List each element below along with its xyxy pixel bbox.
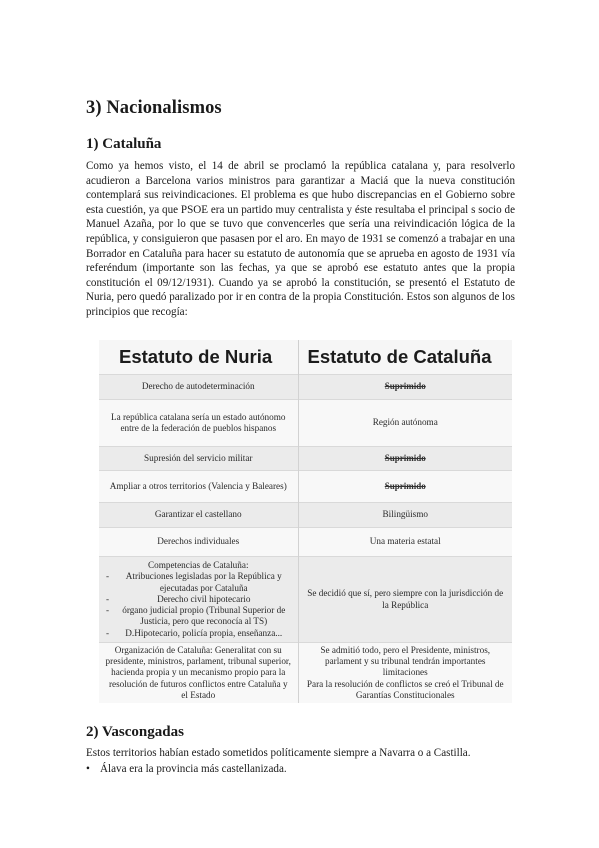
table-cell: Supresión del servicio militar	[99, 447, 298, 471]
table-row	[99, 375, 512, 400]
subsection-title-vascongadas: 2) Vascongadas	[86, 724, 184, 740]
header-estatuto-nuria: Estatuto de Nuria	[99, 340, 298, 375]
table-header-row	[99, 340, 512, 375]
list-item: - Atribuciones legisladas por la República y ejecutadas por Cataluña	[105, 571, 292, 593]
cell-line: Se admitió todo, pero el Presidente, ministros, parlament y su tribunal tendrán importantes limitaciones	[320, 645, 491, 678]
bullet-item	[86, 762, 287, 777]
table-cell: Una materia estatal	[298, 528, 512, 557]
table-row	[99, 643, 512, 704]
paragraph-vascongadas: Estos territorios habían estado sometidos políticamente siempre a Navarra o a Castilla.	[86, 747, 471, 759]
cell-line: Para la resolución de conflictos se creó el Tribunal de Garantías Constitucionales	[306, 678, 504, 700]
table-row	[99, 447, 512, 471]
table-row	[99, 503, 512, 528]
table-cell: Se decidió que sí, pero siempre con la jurisdicción de la República	[298, 557, 512, 643]
table-cell: La república catalana sería un estado autónomo entre de la federación de pueblos hispanos	[99, 400, 298, 447]
table-cell: Derecho de autodeterminación	[99, 375, 298, 400]
table-cell	[298, 643, 512, 704]
table-cell: Organización de Cataluña: Generalitat con su presidente, ministros, parlament, tribunal superior, hacienda propia y un mecanismo propio para la resolución de futuros conflictos entre Cataluña y el Estado	[99, 643, 298, 704]
table-cell: Derechos individuales	[99, 528, 298, 557]
list-item: - D.Hipotecario, policía propia, enseñanza...	[105, 628, 292, 639]
table-cell: Suprimido	[298, 471, 512, 503]
table-row	[99, 528, 512, 557]
comparison-table-image	[99, 340, 512, 700]
subsection-title-cataluna: 1) Cataluña	[86, 136, 162, 152]
list-item: - Derecho civil hipotecario	[105, 594, 292, 605]
table-cell: Bilingüismo	[298, 503, 512, 528]
bullet-icon: •	[86, 763, 90, 775]
table-row	[99, 400, 512, 447]
competencias-title: Competencias de Cataluña:	[147, 560, 249, 571]
section-title: 3) Nacionalismos	[86, 98, 222, 118]
table-cell: Suprimido	[298, 375, 512, 400]
paragraph-cataluna: Como ya hemos visto, el 14 de abril se proclamó la república catalana y, para resolverlo acudieron a Barcelona varios ministros para garantizar a Maciá que la nueva constitución contemplará sus reivindicaciones. El problema es que hubo discrepancias en el Gobierno sobre esta cuestión, ya que PSOE era un partido muy centralista y éste resultaba el principal s socio de Manuel Azaña, por lo que se tuvo que convencerles que sería una reivindicación lógica de la república, y consiguieron que pasasen por el aro. En mayo de 1931 se comenzó a trabajar en una Borrador en Cataluña para hacer su estatuto de autonomía que se aprueba en agosto de 1931 vía referéndum (importante son las fechas, ya que se aprobó ese estatuto antes que la propia constitución el 09/12/1931). Cuando ya se aprobó la constitución, se presentó el Estatuto de Nuria, pero quedó paralizado por ir en contra de la propia Constitución. Estos son algunos de los principios que recogía:	[86, 160, 515, 318]
comparison-table	[99, 340, 512, 703]
bullet-text: Álava era la provincia más castellanizada.	[100, 763, 287, 775]
competencias-list	[105, 571, 292, 638]
table-row	[99, 557, 512, 643]
table-cell: Suprimido	[298, 447, 512, 471]
table-cell: Región autónoma	[298, 400, 512, 447]
list-item: - órgano judicial propio (Tribunal Superior de Justicia, pero que reconocía al TS)	[105, 605, 292, 627]
table-cell: Garantizar el castellano	[99, 503, 298, 528]
table-row	[99, 471, 512, 503]
table-cell	[99, 557, 298, 643]
header-estatuto-cataluna: Estatuto de Cataluña	[298, 340, 512, 375]
table-cell: Ampliar a otros territorios (Valencia y Baleares)	[99, 471, 298, 503]
